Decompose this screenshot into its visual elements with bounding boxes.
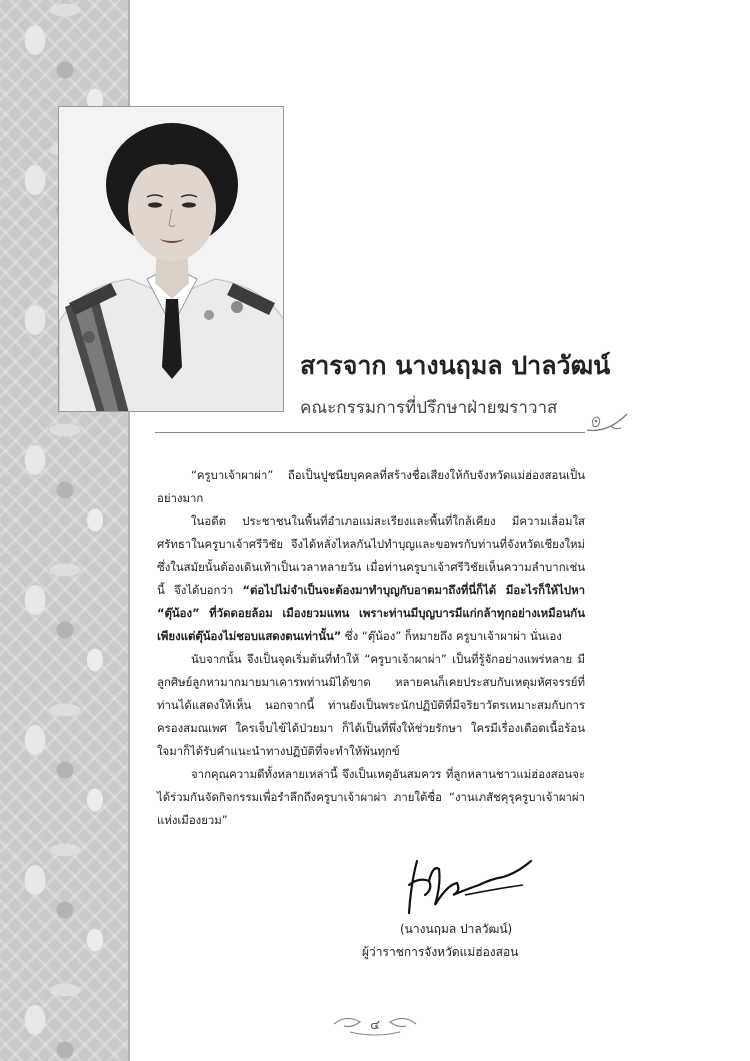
handwritten-signature [395,855,545,917]
portrait-illustration [59,107,284,412]
page-footer [330,1012,420,1036]
header-divider [155,432,585,433]
paragraph-3: นับจากนั้น จึงเป็นจุดเริ่มต้นที่ทำให้ “ครูบาเจ้าผาผ่า” เป็นที่รู้จักอย่างแพร่หลาย มีลูกศิษย์ลูกหามากมายมาเคารพท่านมิได้ขาด หลายคนก็เคยประสบกับเหตุมหัศจรรย์ที่ท่านได้แสดงให้เห็น นอกจากนี้ ท่านยังเป็นพระนักปฏิบัติที่มีจริยาวัตรเหมาะสมกับการครองสมณเพศ ใครเจ็บไข้ได้ป่วยมา ก็ได้เป็นที่พึ่งให้ช่วยรักษา ใครมีเรื่องเดือดเนื้อร้อนใจมาก็ได้รับคำแนะนำทางปฏิบัติที่จะทำให้พ้นทุกข์ [157,652,585,758]
signer-name: (นางนฤมล ปาลวัฒน์) [400,922,513,936]
portrait-photo [58,106,284,412]
page-number: ๔ [370,1018,380,1033]
paragraph-2-end: ซึ่ง “ตุ๊น้อง” ก็หมายถึง ครูบาเจ้าผาผ่า นั่นเอง [341,629,562,643]
floral-ornament-icon [585,410,629,436]
letter-body [157,464,585,832]
paragraph-2 [157,510,585,648]
paragraph-2-start: ในอดีต ประชาชนในพื้นที่อำเภอแม่สะเรียงและพื้นที่ใกล้เคียง มีความเลื่อมใสศรัทธาในครูบาเจ้าศรีวิชัย จึงได้หลั่งไหลกันไปทำบุญและขอพรกับท่านที่จังหวัดเชียงใหม่ ซึ่งในสมัยนั้นต้องเดินเท้าเป็นเวลาหลายวัน เมื่อท่านครูบาเจ้าศรีวิชัยเห็นความลำบากเช่นนี้ จึงได้บอกว่า [157,514,585,597]
page-title: สารจาก นางนฤมล ปาลวัฒน์ [300,351,611,380]
paragraph-4: จากคุณความดีทั้งหลายเหล่านี้ จึงเป็นเหตุอันสมควร ที่ลูกหลานชาวแม่ฮ่องสอนจะได้ร่วมกันจัดกิจกรรมเพื่อรำลึกถึงครูบาเจ้าผาผ่า ภายใต้ชื่อ “งานเภสัชคุรุครูบาเจ้าผาผ่าแห่งเมืองยวม” [157,767,585,827]
signer-position: ผู้ว่าราชการจังหวัดแม่ฮ่องสอน [362,945,519,959]
paragraph-1: “ครูบาเจ้าผาผ่า” ถือเป็นปูชนียบุคคลที่สร้างชื่อเสียงให้กับจังหวัดแม่ฮ่องสอนเป็นอย่างมาก [157,468,585,505]
page-subtitle: คณะกรรมการที่ปรึกษาฝ่ายฆราวาส [300,398,558,418]
message-heading [300,346,610,421]
paragraph-2-quote: “ต่อไปไม่จำเป็นจะต้องมาทำบุญกับอาตมาถึงที่นี่ก็ได้ มีอะไรก็ให้ไปหา “ตุ๊น้อง” ที่วัดดอยล้อม เมืองยวมแทน เพราะท่านมีบุญบารมีแก่กล้าทุกอย่างเหมือนกัน เพียงแต่ตุ๊น้องไม่ชอบแสดงตนเท่านั้น” [157,583,585,643]
